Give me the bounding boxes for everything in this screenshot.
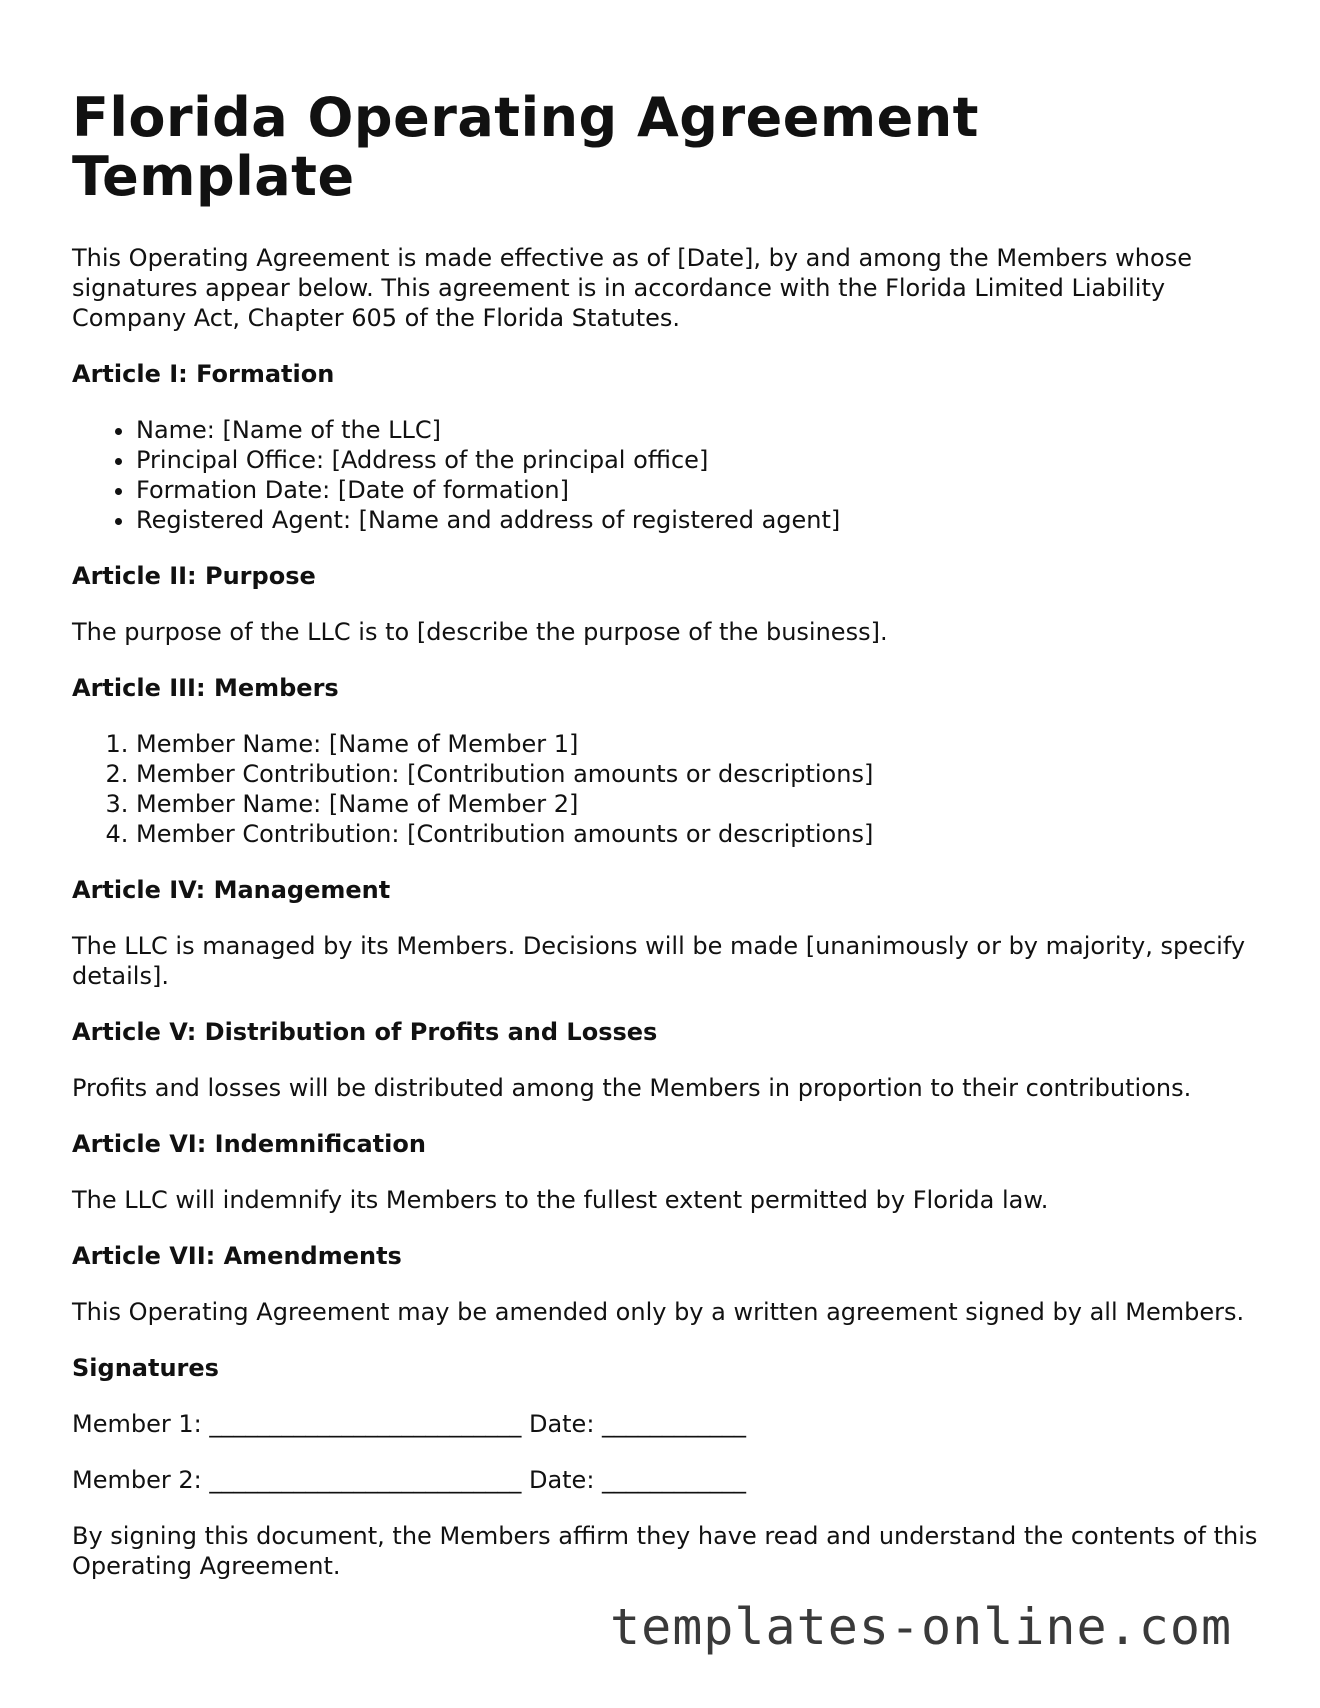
list-item: • Name: [Name of the LLC]	[136, 415, 1262, 445]
article-5-heading: Article V: Distribution of Profits and Losses	[72, 1017, 658, 1046]
article-6-heading: Article VI: Indemnification	[72, 1129, 426, 1158]
document-page	[72, 88, 1262, 1607]
intro-paragraph: This Operating Agreement is made effective as of [Date], by and among the Members whose signatures appear below. This agreement is in accordance with the Florida Limited Liability Company Act, Chapter 605 of the Florida Statutes.	[72, 243, 1192, 332]
list-item: • Principal Office: [Address of the principal office]	[136, 445, 1262, 475]
amendments-paragraph: This Operating Agreement may be amended only by a written agreement signed by all Members.	[72, 1297, 1245, 1326]
article-4-heading: Article IV: Management	[72, 875, 391, 904]
list-item: 3. Member Name: [Name of Member 2]	[136, 789, 1262, 819]
purpose-paragraph: The purpose of the LLC is to [describe the purpose of the business].	[72, 617, 888, 646]
signatures-heading: Signatures	[72, 1353, 219, 1382]
management-paragraph: The LLC is managed by its Members. Decisions will be made [unanimously or by majority, specify details].	[72, 931, 1246, 990]
document-title: Florida Operating Agreement Template	[72, 86, 979, 209]
article-7-heading: Article VII: Amendments	[72, 1241, 402, 1270]
members-list	[72, 729, 1262, 849]
article-3-heading: Article III: Members	[72, 673, 339, 702]
list-item: 4. Member Contribution: [Contribution amounts or descriptions]	[136, 819, 1262, 849]
article-1-heading: Article I: Formation	[72, 359, 335, 388]
member-1-signature-line: Member 1: __________________________ Date: ____________	[72, 1409, 747, 1438]
list-item: 2. Member Contribution: [Contribution amounts or descriptions]	[136, 759, 1262, 789]
closing-paragraph: By signing this document, the Members affirm they have read and understand the contents of this Operating Agreement.	[72, 1521, 1258, 1580]
formation-list	[72, 415, 1262, 535]
watermark-text: templates-online.com	[610, 1598, 1233, 1656]
list-item: 1. Member Name: [Name of Member 1]	[136, 729, 1262, 759]
list-item: • Formation Date: [Date of formation]	[136, 475, 1262, 505]
list-item: • Registered Agent: [Name and address of registered agent]	[136, 505, 1262, 535]
indemnification-paragraph: The LLC will indemnify its Members to the fullest extent permitted by Florida law.	[72, 1185, 1049, 1214]
member-2-signature-line: Member 2: __________________________ Date: ____________	[72, 1465, 747, 1494]
article-2-heading: Article II: Purpose	[72, 561, 316, 590]
distribution-paragraph: Profits and losses will be distributed among the Members in proportion to their contributions.	[72, 1073, 1192, 1102]
